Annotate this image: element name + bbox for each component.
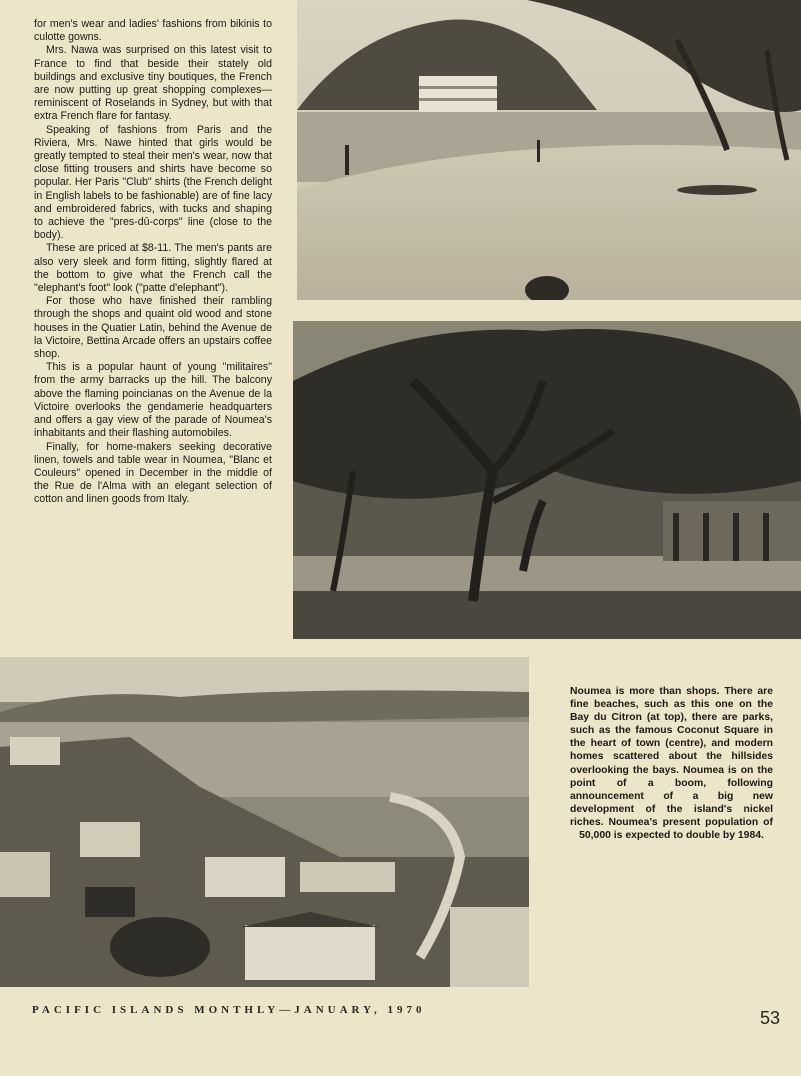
article-paragraph: These are priced at $8-11. The men's pants are also very sleek and form fitting, slightly flared at the bottom to give what the French call the "elephant's foot" look ("patte d'elephant"). bbox=[34, 242, 272, 295]
masthead-footer: PACIFIC ISLANDS MONTHLY—JANUARY, 1970 bbox=[32, 1004, 426, 1016]
photo-caption: Noumea is more than shops. There are fine beaches, such as this one on the Bay du Citron (at top), there are parks, such as the famous Coconut Square in the heart of town (centre), and modern homes scattered about the hillsides overlooking the bays. Noumea is on the point of a boom, following announcement of a big new development of the island's nickel riches. Noumea's present population of 50,000 is expected to double by 1984. bbox=[570, 686, 773, 842]
coconut-square-photo bbox=[293, 321, 801, 639]
article-paragraph: Finally, for home-makers seeking decorative linen, towels and table wear in Noumea, "Blanc et Couleurs" opened in December in the middle of the Rue de l'Alma with an elegant selection of cotton and linen goods from Italy. bbox=[34, 440, 272, 506]
article-paragraph: for men's wear and ladies' fashions from bikinis to culotte gowns. bbox=[34, 18, 272, 44]
page-number: 53 bbox=[760, 1008, 781, 1028]
article-column bbox=[34, 18, 272, 507]
article-paragraph: This is a popular haunt of young "militaires" from the army barracks up the hill. The balcony above the flaming poincianas on the Avenue de la Victoire overlooks the gendamerie headquarters and offers a gay view of the parade of Noumea's inhabitants and their flashing automobiles. bbox=[34, 361, 272, 440]
article-paragraph: Speaking of fashions from Paris and the Riviera, Mrs. Nawe hinted that girls would be greatly tempted to steal their men's wear, now that close fitting trousers and shirts have become so popular. Her Paris "Club" shirts (the French delight in English labels to be fashionable) are of fine lacy and embroidered fabrics, with tucks and shaping to achieve the "pres-dû-corps" line (close to the body). bbox=[34, 123, 272, 242]
article-paragraph: For those who have finished their rambling through the shops and quaint old wood and stone houses in the Quatier Latin, behind the Avenue de la Victoire, Bettina Arcade offers an upstairs coffee shop. bbox=[34, 295, 272, 361]
hillside-homes-photo bbox=[0, 657, 529, 987]
beach-photo bbox=[297, 0, 801, 300]
article-paragraph: Mrs. Nawa was surprised on this latest visit to France to find that beside their stately old buildings and exclusive tiny boutiques, the French are now putting up great shopping complexes—reminiscent of Roselands in Sydney, but with that extra French flare for fantasy. bbox=[34, 44, 272, 123]
